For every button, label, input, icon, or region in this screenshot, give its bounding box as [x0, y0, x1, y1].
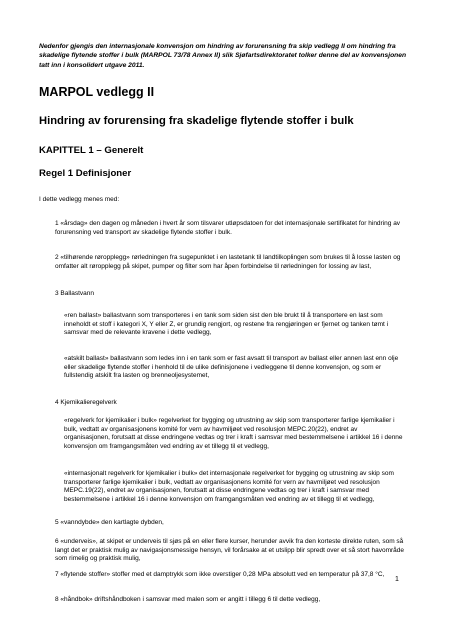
definition-subitem: «ren ballast» ballastvann som transporteres i en tank som siden sist den ble brukt til å transportere en last som inneholdt et stoff i kategori X, Y eller Z, er grundig rengjort, og restene fra rengjøringen er fjernet og tanken tømt i samsvar med de relevante kravene i dette vedlegg,: [64, 312, 389, 337]
definition-item: 6 «underveis», at skipet er underveis til sjøs på en eller flere kurser, herunder avvik fra den korteste direkte ruten, som så langt det er praktisk mulig av navigasjonsmessige hensyn, vil forårsake at et utslipp blir spredt over et så stort havområde som rimelig og praktisk mulig,: [55, 538, 405, 563]
definition-item: 5 «vanndybde» den kartlagte dybden,: [55, 519, 164, 526]
definition-item: 2 «tilhørende røropplegg» rørledningen fra sugepunktet i en lastetank til landtilkoplingen som brukes til å losse lasten og omfatter alt røropplegg på skipet, pumper og filter som har åpen forbindelse til rørledningen for lossing av last,: [55, 254, 401, 270]
document-subtitle: Hindring av forurensing fra skadelige flytende stoffer i bulk: [39, 115, 354, 127]
definition-subitem: «atskilt ballast» ballastvann som ledes inn i en tank som er fast avsatt til transport av ballast eller annen last enn olje eller skadelige flytende stoffer i henhold til de ulike definisjonene i vedleggene til denne konvensjon, og som er fullstendig atskilt fra lasten og brenneoljesystemet,: [64, 355, 399, 380]
definition-item: 7 «flytende stoffer» stoffer med et damptrykk som ikke overstiger 0,28 MPa absolutt ved en temperatur på 37,8 °C,: [55, 571, 385, 578]
page-number: 1: [395, 576, 399, 583]
chapter-heading: KAPITTEL 1 – Generelt: [39, 145, 144, 156]
definition-item: 1 «årsdag» den dagen og måneden i hvert år som tilsvarer utløpsdatoen for det internasjonale sertifikatet for hindring av forurensning ved transport av skadelige flytende stoffer i bulk.: [55, 220, 401, 236]
definition-subitem: «internasjonalt regelverk for kjemikalier i bulk» det internasjonale regelverket for bygging og utrustning av skip som transporterer farlige kjemikalier i bulk, vedtatt av organisasjonens komité for vern av havmiljøet ved resolusjon MEPC.19(22), endret av organisasjonen, forutsatt at disse endringene vedtas og trer i kraft i samsvar med bestemmelsene i artikkel 16 i denne konvensjon om framgangsmåten ved endring av et tillegg til et vedlegg,: [64, 470, 394, 503]
intro-note: Nedenfor gjengis den internasjonale konvensjon om hindring av forurensning fra skip vedlegg II om hindring fra skadelige flytende stoffer i bulk (MARPOL 73/78 Annex II) slik Sjøfartsdirektoratet tolker denne del av konvensjonen tatt inn i konsolidert utgave 2011.: [39, 43, 407, 69]
document-title: MARPOL vedlegg II: [39, 85, 155, 99]
rule-heading: Regel 1 Definisjoner: [39, 168, 132, 179]
definition-item: 4 Kjemikalieregelverk: [55, 399, 117, 406]
definition-item: 3 Ballastvann: [55, 290, 95, 297]
definition-item: 8 «håndbok» driftshåndboken i samsvar med malen som er angitt i tillegg 6 til dette vedlegg,: [55, 596, 321, 603]
lead-paragraph: I dette vedlegg menes med:: [39, 196, 120, 203]
definition-subitem: «regelverk for kjemikalier i bulk» regelverket for bygging og utrustning av skip som transporterer farlige kjemikalier i bulk, vedtatt av organisasjonens komité for vern av havmiljøet ved resolusjon MEPC.20(22), endret av organisasjonen, forutsatt at disse endringene vedtas og trer i kraft i samsvar med bestemmelsene i artikkel 16 i denne konvensjon om framgangsmåten ved endring av et tillegg til et vedlegg,: [64, 417, 403, 450]
